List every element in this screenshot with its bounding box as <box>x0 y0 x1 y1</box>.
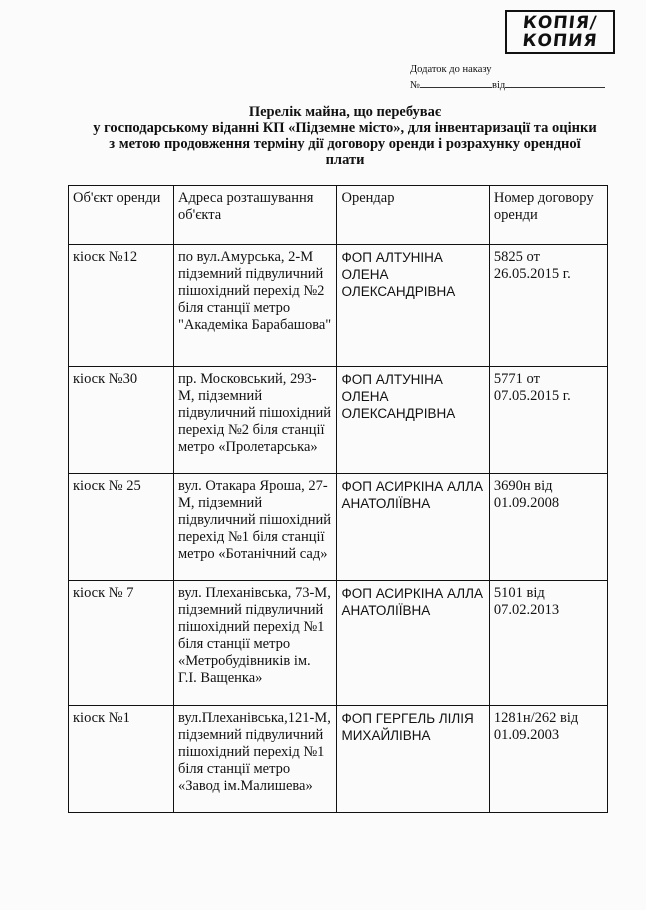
cell-contract: 5101 від 07.02.2013 <box>489 581 607 706</box>
cell-tenant: ФОП АЛТУНІНА ОЛЕНА ОЛЕКСАНДРІВНА <box>337 367 489 474</box>
stamp-line-1: КОПІЯ/ <box>521 13 599 33</box>
cell-contract: 1281н/262 від 01.09.2003 <box>489 706 607 813</box>
cell-tenant: ФОП АСИРКІНА АЛЛА АНАТОЛІЇВНА <box>337 474 489 581</box>
cell-contract: 3690н від 01.09.2008 <box>489 474 607 581</box>
cell-tenant: ФОП АСИРКІНА АЛЛА АНАТОЛІЇВНА <box>337 581 489 706</box>
cell-object: кіоск № 25 <box>69 474 174 581</box>
date-blank <box>505 77 605 88</box>
cell-object: кіоск № 7 <box>69 581 174 706</box>
cell-object: кіоск №12 <box>69 245 174 367</box>
cell-contract: 5825 от 26.05.2015 г. <box>489 245 607 367</box>
header-object: Об'єкт оренди <box>69 186 174 245</box>
cell-object: кіоск №30 <box>69 367 174 474</box>
addendum-line-2 <box>410 77 605 93</box>
table-row <box>69 706 608 813</box>
date-prefix: від <box>492 80 506 91</box>
addendum-note <box>410 63 605 93</box>
stamp-line-2: КОПИЯ <box>521 31 599 51</box>
cell-address: по вул.Амурська, 2-М підземний підвуличний пішохідний перехід №2 біля станції метро "Академіка Барабашова" <box>173 245 337 367</box>
cell-address: пр. Московський, 293-М, підземний підвуличний пішохідний перехід №2 біля станції метро «Пролетарська» <box>173 367 337 474</box>
title-line-2: у господарському віданні КП «Підземне місто», для інвентаризації та оцінки <box>93 120 597 136</box>
table-row <box>69 245 608 367</box>
document-title <box>60 104 630 168</box>
copy-stamp <box>505 10 615 54</box>
cell-contract: 5771 от 07.05.2015 г. <box>489 367 607 474</box>
header-address: Адреса розташування об'єкта <box>173 186 337 245</box>
cell-address: вул. Отакара Яроша, 27-М, підземний підвуличний пішохідний перехід №1 біля станції метро «Ботанічний сад» <box>173 474 337 581</box>
cell-address: вул.Плеханівська,121-М, підземний підвуличний пішохідний перехід №1 біля станції метро «Завод ім.Малишева» <box>173 706 337 813</box>
number-prefix: № <box>410 80 421 91</box>
table-row <box>69 474 608 581</box>
header-contract: Номер договору оренди <box>489 186 607 245</box>
title-line-3: з метою продовження терміну дії договору оренди і розрахунку орендної <box>109 136 581 152</box>
cell-tenant: ФОП АЛТУНІНА ОЛЕНА ОЛЕКСАНДРІВНА <box>337 245 489 367</box>
table-header-row <box>69 186 608 245</box>
table-row <box>69 581 608 706</box>
cell-tenant: ФОП ГЕРГЕЛЬ ЛІЛІЯ МИХАЙЛІВНА <box>337 706 489 813</box>
cell-object: кіоск №1 <box>69 706 174 813</box>
title-line-1: Перелік майна, що перебуває <box>248 104 442 120</box>
title-line-4: плати <box>325 152 365 168</box>
addendum-line-1: Додаток до наказу <box>410 64 492 75</box>
number-blank <box>420 77 492 88</box>
property-table <box>68 185 608 813</box>
cell-address: вул. Плеханівська, 73-М, підземний підвуличний пішохідний перехід №1 біля станції метро «Метробудівників ім. Г.І. Ващенка» <box>173 581 337 706</box>
header-tenant: Орендар <box>337 186 489 245</box>
table-row <box>69 367 608 474</box>
